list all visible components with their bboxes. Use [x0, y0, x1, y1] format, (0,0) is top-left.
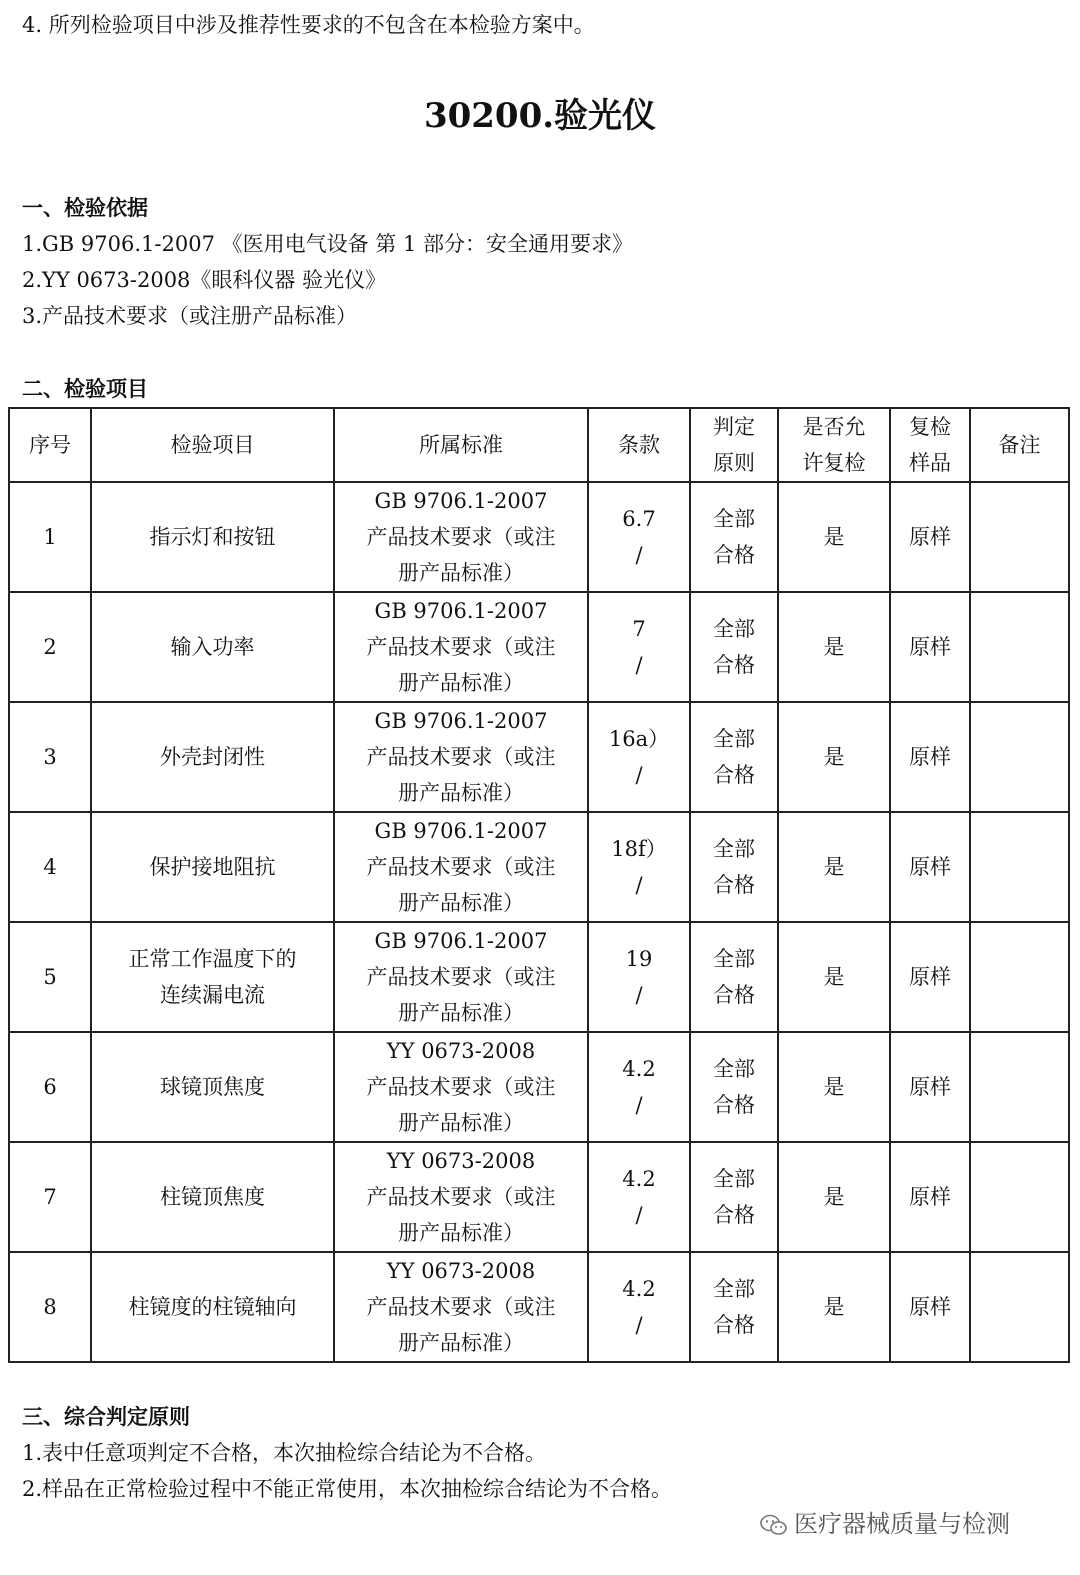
cell-clause [588, 482, 690, 592]
column-header-text: 条款 [618, 433, 660, 457]
cell-standard-line: 册产品标准） [398, 1111, 524, 1135]
cell-rule-line: 全部 [713, 507, 755, 531]
cell-clause [588, 1032, 690, 1142]
cell-clause [588, 812, 690, 922]
cell-no: 5 [9, 922, 91, 1032]
page-title: 30200.验光仪 [423, 96, 657, 136]
cell-sample: 原样 [890, 1142, 970, 1252]
cell-no: 8 [9, 1252, 91, 1362]
cell-sample: 原样 [890, 482, 970, 592]
cell-standard-line: 产品技术要求（或注 [366, 855, 556, 879]
cell-clause [588, 922, 690, 1032]
column-header-text: 序号 [29, 433, 71, 457]
cell-standard-line: GB 9706.1-2007 [374, 819, 548, 843]
cell-recheck: 是 [778, 1252, 890, 1362]
cell-clause-line: / [635, 983, 643, 1007]
cell-standard-line: 册产品标准） [398, 1331, 524, 1355]
cell-no: 7 [9, 1142, 91, 1252]
cell-standard [334, 1142, 588, 1252]
column-header-text: 所属标准 [419, 433, 503, 457]
cell-note [970, 1142, 1069, 1252]
cell-clause-line: 18f） [611, 837, 667, 861]
cell-note [970, 922, 1069, 1032]
cell-rule-line: 全部 [713, 1057, 755, 1081]
cell-rule-line: 合格 [713, 763, 755, 787]
column-header [778, 408, 890, 482]
watermark [760, 1504, 1010, 1539]
section2-heading: 二、检验项目 [22, 377, 148, 401]
cell-sample: 原样 [890, 922, 970, 1032]
cell-standard-line: 产品技术要求（或注 [366, 1295, 556, 1319]
cell-standard [334, 812, 588, 922]
cell-standard [334, 922, 588, 1032]
cell-clause-line: / [635, 653, 643, 677]
column-header-text: 许复检 [802, 451, 866, 475]
basis-item: 2.YY 0673-2008《眼科仪器 验光仪》 [22, 268, 387, 292]
cell-standard-line: GB 9706.1-2007 [374, 709, 548, 733]
cell-clause [588, 1142, 690, 1252]
cell-clause-line: / [635, 1093, 643, 1117]
column-header-text: 样品 [909, 451, 951, 475]
cell-standard-line: GB 9706.1-2007 [374, 599, 548, 623]
cell-note [970, 482, 1069, 592]
cell-no: 1 [9, 482, 91, 592]
column-header-text: 原则 [713, 451, 755, 475]
cell-standard-line: GB 9706.1-2007 [374, 929, 548, 953]
cell-clause-line: 4.2 [622, 1167, 656, 1191]
cell-no: 3 [9, 702, 91, 812]
cell-item [91, 702, 334, 812]
cell-sample: 原样 [890, 812, 970, 922]
cell-note [970, 1252, 1069, 1362]
cell-item [91, 1252, 334, 1362]
cell-sample: 原样 [890, 1032, 970, 1142]
cell-clause [588, 702, 690, 812]
cell-clause-line: 6.7 [622, 507, 656, 531]
cell-standard-line: 产品技术要求（或注 [366, 745, 556, 769]
cell-standard-line: 产品技术要求（或注 [366, 525, 556, 549]
cell-item-line: 外壳封闭性 [160, 745, 265, 769]
table-row [9, 1142, 1069, 1252]
cell-standard-line: 册产品标准） [398, 561, 524, 585]
cell-clause-line: 4.2 [622, 1057, 656, 1081]
cell-clause [588, 1252, 690, 1362]
basis-item: 1.GB 9706.1-2007 《医用电气设备 第 1 部分：安全通用要求》 [22, 232, 633, 256]
cell-standard-line: GB 9706.1-2007 [374, 489, 548, 513]
cell-rule-line: 合格 [713, 653, 755, 677]
column-header [588, 408, 690, 482]
cell-no: 4 [9, 812, 91, 922]
cell-rule [690, 482, 778, 592]
cell-rule [690, 1142, 778, 1252]
cell-rule-line: 合格 [713, 1093, 755, 1117]
column-header [91, 408, 334, 482]
cell-rule-line: 合格 [713, 1203, 755, 1227]
cell-item [91, 592, 334, 702]
cell-rule [690, 922, 778, 1032]
cell-standard-line: 册产品标准） [398, 671, 524, 695]
cell-item [91, 812, 334, 922]
cell-clause-line: / [635, 543, 643, 567]
principle-item: 1.表中任意项判定不合格，本次抽检综合结论为不合格。 [22, 1441, 547, 1465]
cell-rule [690, 1032, 778, 1142]
watermark-text: 医疗器械质量与检测 [794, 1510, 1010, 1538]
cell-standard-line: YY 0673-2008 [386, 1259, 536, 1283]
cell-clause-line: 7 [632, 617, 646, 641]
table-row [9, 482, 1069, 592]
table-header-row [9, 408, 1069, 482]
top-note: 4. 所列检验项目中涉及推荐性要求的不包含在本检验方案中。 [22, 13, 595, 37]
cell-standard-line: 产品技术要求（或注 [366, 965, 556, 989]
cell-rule-line: 全部 [713, 1167, 755, 1191]
cell-recheck: 是 [778, 1142, 890, 1252]
cell-recheck: 是 [778, 482, 890, 592]
table-row [9, 1032, 1069, 1142]
cell-rule [690, 1252, 778, 1362]
cell-note [970, 702, 1069, 812]
column-header-text: 是否允 [802, 415, 866, 439]
cell-rule-line: 全部 [713, 617, 755, 641]
column-header-text: 复检 [909, 415, 951, 439]
cell-recheck: 是 [778, 702, 890, 812]
column-header [334, 408, 588, 482]
cell-note [970, 1032, 1069, 1142]
cell-no: 2 [9, 592, 91, 702]
table-row [9, 1252, 1069, 1362]
column-header-text: 检验项目 [170, 433, 255, 457]
cell-standard [334, 1252, 588, 1362]
cell-item-line: 柱镜顶焦度 [160, 1185, 265, 1209]
cell-rule-line: 全部 [713, 947, 755, 971]
cell-item-line: 球镜顶焦度 [160, 1075, 265, 1099]
cell-item [91, 922, 334, 1032]
cell-item [91, 1142, 334, 1252]
basis-item: 3.产品技术要求（或注册产品标准） [22, 304, 358, 328]
cell-rule-line: 合格 [713, 1313, 755, 1337]
cell-standard-line: YY 0673-2008 [386, 1149, 536, 1173]
cell-item [91, 1032, 334, 1142]
column-header [9, 408, 91, 482]
cell-rule-line: 全部 [713, 1277, 755, 1301]
cell-rule-line: 全部 [713, 837, 755, 861]
cell-standard-line: 册产品标准） [398, 1221, 524, 1245]
cell-standard [334, 482, 588, 592]
cell-rule-line: 合格 [713, 873, 755, 897]
column-header [890, 408, 970, 482]
cell-clause-line: 19 [625, 947, 653, 971]
table-row [9, 592, 1069, 702]
cell-rule-line: 全部 [713, 727, 755, 751]
table-row [9, 812, 1069, 922]
cell-clause [588, 592, 690, 702]
cell-recheck: 是 [778, 1032, 890, 1142]
cell-standard-line: 册产品标准） [398, 781, 524, 805]
cell-item-line: 保护接地阻抗 [149, 855, 276, 879]
cell-standard-line: 产品技术要求（或注 [366, 1075, 556, 1099]
cell-standard [334, 592, 588, 702]
table-row [9, 702, 1069, 812]
cell-standard-line: 产品技术要求（或注 [366, 1185, 556, 1209]
cell-clause-line: 4.2 [622, 1277, 656, 1301]
cell-clause-line: / [635, 763, 643, 787]
cell-no: 6 [9, 1032, 91, 1142]
cell-clause-line: / [635, 873, 643, 897]
inspection-table [8, 407, 1070, 1363]
cell-clause-line: / [635, 1313, 643, 1337]
cell-sample: 原样 [890, 592, 970, 702]
table-body [9, 482, 1069, 1362]
cell-rule [690, 702, 778, 812]
cell-item-line: 正常工作温度下的 [128, 947, 297, 971]
cell-recheck: 是 [778, 812, 890, 922]
cell-rule-line: 合格 [713, 543, 755, 567]
column-header [970, 408, 1069, 482]
cell-sample: 原样 [890, 1252, 970, 1362]
cell-note [970, 592, 1069, 702]
principle-item: 2.样品在正常检验过程中不能正常使用，本次抽检综合结论为不合格。 [22, 1477, 673, 1501]
cell-item-line: 指示灯和按钮 [149, 525, 276, 549]
cell-item-line: 连续漏电流 [160, 983, 265, 1007]
cell-item [91, 482, 334, 592]
cell-rule [690, 812, 778, 922]
section1-heading: 一、检验依据 [22, 196, 148, 220]
cell-item-line: 输入功率 [170, 635, 255, 659]
column-header-text: 判定 [713, 415, 755, 439]
cell-rule-line: 合格 [713, 983, 755, 1007]
cell-standard-line: YY 0673-2008 [386, 1039, 536, 1063]
section3-heading: 三、综合判定原则 [22, 1405, 190, 1429]
cell-standard [334, 1032, 588, 1142]
cell-clause-line: / [635, 1203, 643, 1227]
cell-recheck: 是 [778, 922, 890, 1032]
table-row [9, 922, 1069, 1032]
cell-standard-line: 册产品标准） [398, 1001, 524, 1025]
cell-clause-line: 16a） [608, 727, 670, 751]
column-header-text: 备注 [998, 433, 1041, 457]
cell-standard-line: 产品技术要求（或注 [366, 635, 556, 659]
cell-rule [690, 592, 778, 702]
cell-item-line: 柱镜度的柱镜轴向 [128, 1295, 297, 1319]
cell-recheck: 是 [778, 592, 890, 702]
cell-note [970, 812, 1069, 922]
cell-sample: 原样 [890, 702, 970, 812]
wechat-icon [760, 1514, 788, 1536]
column-header [690, 408, 778, 482]
cell-standard [334, 702, 588, 812]
cell-standard-line: 册产品标准） [398, 891, 524, 915]
